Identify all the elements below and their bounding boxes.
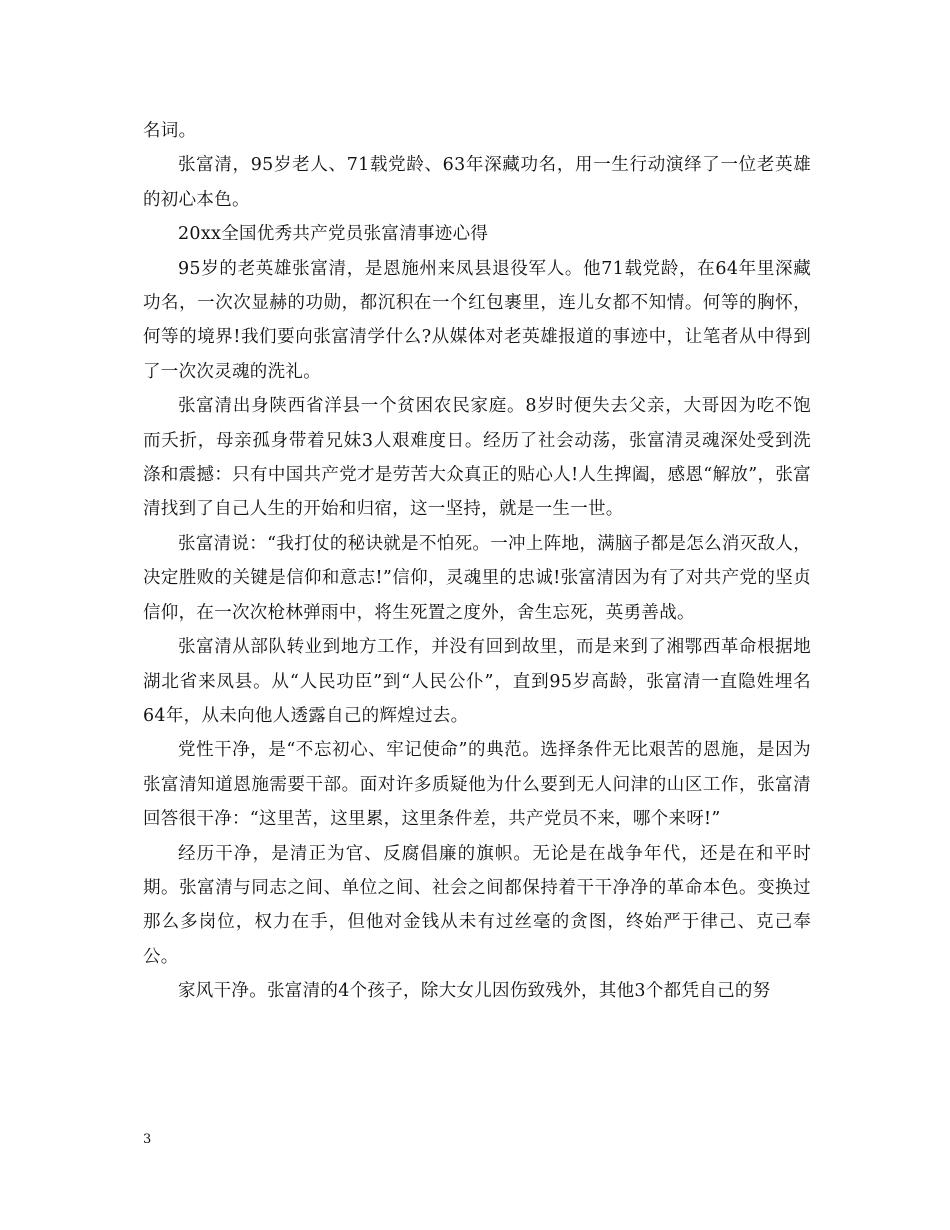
paragraph: 党性干净，是“不忘初心、牢记使命”的典范。选择条件无比艰苦的恩施，是因为张富清知道恩施需要干部。面对许多质疑他为什么要到无人问津的山区工作，张富清回答很干净：“这里苦，这里累，这里条件差，共产党员不来，哪个来呀!” [143,740,811,830]
paragraph: 张富清出身陕西省洋县一个贫困农民家庭。8岁时便失去父亲，大哥因为吃不饱而夭折，母亲孤身带着兄妹3人艰难度日。经历了社会动荡，张富清灵魂深处受到洗涤和震撼：只有中国共产党才是劳苦大众真正的贴心人!人生捭阖，感恩“解放”，张富清找到了自己人生的开始和归宿，这一坚持，就是一生一世。 [143,396,811,520]
section-heading: 20xx全国优秀共产党员张富清事迹心得 [178,224,489,245]
paragraph-continuation: 名词。 [143,121,197,141]
paragraph: 95岁的老英雄张富清，是恩施州来凤县退役军人。他71载党龄，在64年里深藏功名，一次次显赫的功勋，都沉积在一个红包裹里，连儿女都不知情。何等的胸怀，何等的境界!我们要向张富清学什么?从媒体对老英雄报道的事迹中，让笔者从中得到了一次次灵魂的洗礼。 [143,258,811,382]
paragraph: 经历干净，是清正为官、反腐倡廉的旗帜。无论是在战争年代，还是在和平时期。张富清与同志之间、单位之间、社会之间都保持着干干净净的革命本色。变换过那么多岗位，权力在手，但他对金钱从未有过丝毫的贪图，终始严于律己、克己奉公。 [143,843,811,967]
document-body [143,114,811,1009]
paragraph-continues: 家风干净。张富清的4个孩子，除大女儿因伤致残外，其他3个都凭自己的努 [178,981,771,1002]
page-number: 3 [143,1132,152,1147]
paragraph: 张富清从部队转业到地方工作，并没有回到故里，而是来到了湘鄂西革命根据地湖北省来凤县。从“人民功臣”到“人民公仆”，直到95岁高龄，张富清一直隐姓埋名 64年，从未向他人透露自己的辉煌过去。 [143,637,811,726]
paragraph: 张富清说：“我打仗的秘诀就是不怕死。一冲上阵地，满脑子都是怎么消灭敌人，决定胜败的关键是信仰和意志!”信仰，灵魂里的忠诚!张富清因为有了对共产党的坚贞信仰，在一次次枪林弹雨中，将生死置之度外，舍生忘死，英勇善战。 [143,533,811,623]
paragraph: 张富清，95岁老人、71载党龄、63年深藏功名，用一生行动演绎了一位老英雄的初心本色。 [143,155,811,210]
